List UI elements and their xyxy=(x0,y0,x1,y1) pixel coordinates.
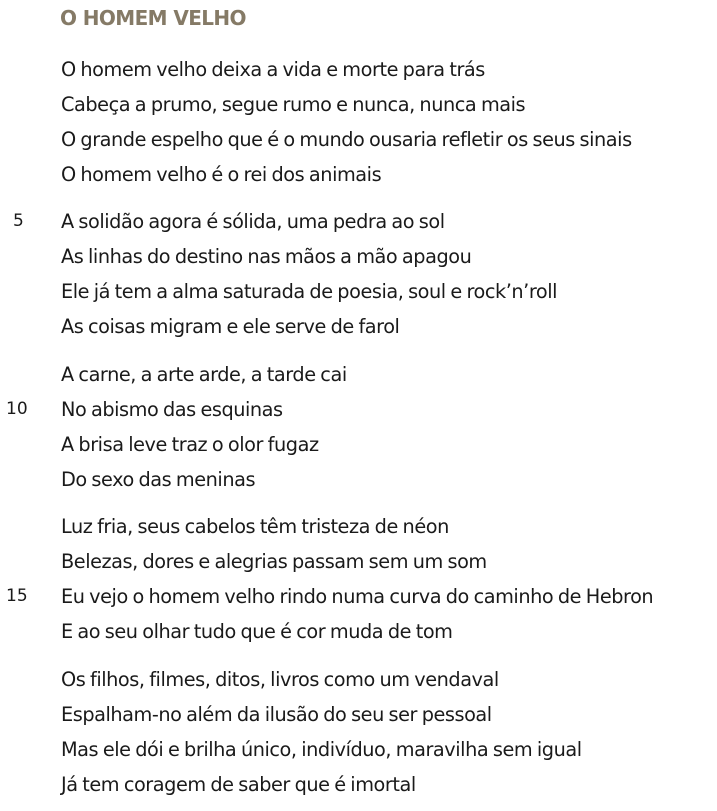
line-text: Luz fria, seus cabelos têm tristeza de néon xyxy=(61,515,449,538)
line-text: O homem velho deixa a vida e morte para trás xyxy=(61,58,485,81)
poem-line xyxy=(0,239,717,274)
poem-line xyxy=(0,579,717,614)
line-text: Mas ele dói e brilha único, indivíduo, maravilha sem igual xyxy=(61,738,582,761)
line-number: 10 xyxy=(6,399,28,419)
poem-line xyxy=(0,662,717,697)
line-text: O homem velho é o rei dos animais xyxy=(61,163,382,186)
line-text: No abismo das esquinas xyxy=(61,398,283,421)
poem-title: O HOMEM VELHO xyxy=(60,6,246,30)
line-text: Belezas, dores e alegrias passam sem um som xyxy=(61,550,487,573)
line-text: Eu vejo o homem velho rindo numa curva do caminho de Hebron xyxy=(61,585,654,608)
poem-line xyxy=(0,614,717,649)
line-text: A brisa leve traz o olor fugaz xyxy=(61,433,319,456)
poem-line xyxy=(0,427,717,462)
line-text: Os filhos, filmes, ditos, livros como um vendaval xyxy=(61,668,499,691)
line-number: 5 xyxy=(13,211,24,231)
poem-line xyxy=(0,87,717,122)
poem-line xyxy=(0,767,717,802)
stanza-4 xyxy=(0,509,717,649)
line-text: O grande espelho que é o mundo ousaria refletir os seus sinais xyxy=(61,128,632,151)
poem-line xyxy=(0,544,717,579)
stanza-5 xyxy=(0,662,717,802)
stanza-3 xyxy=(0,357,717,497)
poem-line xyxy=(0,509,717,544)
poem-line xyxy=(0,122,717,157)
poem-line xyxy=(0,462,717,497)
line-text: As coisas migram e ele serve de farol xyxy=(61,315,400,338)
poem-line xyxy=(0,697,717,732)
line-text: As linhas do destino nas mãos a mão apagou xyxy=(61,245,472,268)
poem-line xyxy=(0,204,717,239)
poem-line xyxy=(0,392,717,427)
line-number: 15 xyxy=(6,586,28,606)
line-text: Ele já tem a alma saturada de poesia, soul e rock’n’roll xyxy=(61,280,558,303)
poem-line xyxy=(0,157,717,192)
poem-line xyxy=(0,274,717,309)
line-text: Já tem coragem de saber que é imortal xyxy=(61,773,416,796)
stanza-2 xyxy=(0,204,717,344)
line-text: E ao seu olhar tudo que é cor muda de tom xyxy=(61,620,453,643)
line-text: A solidão agora é sólida, uma pedra ao sol xyxy=(61,210,445,233)
line-text: Do sexo das meninas xyxy=(61,468,256,491)
line-text: Cabeça a prumo, segue rumo e nunca, nunca mais xyxy=(61,93,526,116)
line-text: A carne, a arte arde, a tarde cai xyxy=(61,363,347,386)
poem-line xyxy=(0,357,717,392)
poem-line xyxy=(0,52,717,87)
stanza-1 xyxy=(0,52,717,192)
poem-line xyxy=(0,309,717,344)
line-text: Espalham-no além da ilusão do seu ser pessoal xyxy=(61,703,492,726)
poem-line xyxy=(0,732,717,767)
